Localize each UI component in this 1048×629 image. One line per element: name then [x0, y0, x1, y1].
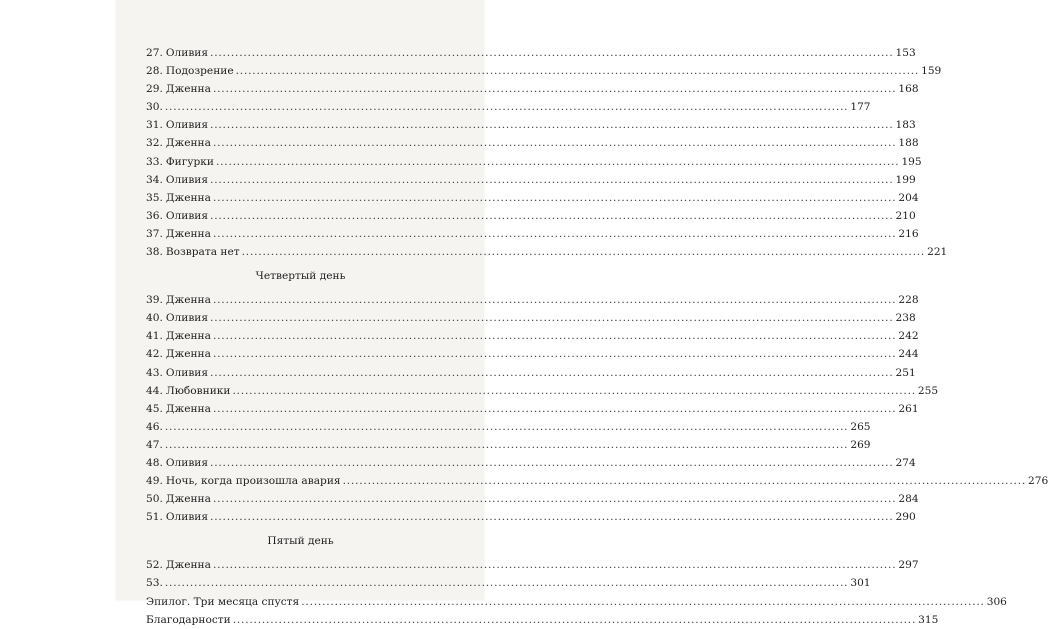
toc-entry: 45. Дженна ..... 261 — [146, 400, 455, 418]
toc-entry: 50. Дженна ..... 284 — [146, 490, 455, 508]
toc-entry: 29. Дженна ..... 168 — [146, 80, 455, 98]
toc-entry: 43. Оливия ..... 251 — [146, 364, 455, 382]
toc-entry: 41. Дженна ..... 242 — [146, 327, 455, 345]
table-of-contents — [146, 44, 1048, 629]
toc-entry: Эпилог. Три месяца спустя ..... 306 — [146, 593, 455, 611]
toc-entry: 36. Оливия ..... 210 — [146, 207, 455, 225]
toc-entry: 28. Подозрение ..... 159 — [146, 62, 455, 80]
section-heading-day-four: Четвертый день — [255, 270, 346, 283]
toc-entry: 27. Оливия ..... 153 — [146, 44, 455, 62]
toc-entry: 32. Дженна ..... 188 — [146, 134, 455, 152]
book-page — [116, 0, 1048, 626]
toc-entry: 48. Оливия ..... 274 — [146, 454, 455, 472]
toc-entry: 37. Дженна ..... 216 — [146, 225, 455, 243]
toc-entry: 38. Возврата нет ..... 221 — [146, 243, 455, 261]
toc-entry: 35. Дженна ..... 204 — [146, 189, 455, 207]
toc-entry: 52. Дженна ..... 297 — [146, 556, 455, 574]
toc-entry: 51. Оливия ..... 290 — [146, 508, 455, 526]
toc-entry: 44. Любовники ..... 255 — [146, 382, 455, 400]
toc-entry: 53. ..... 301 — [146, 574, 455, 592]
toc-entry: 31. Оливия ..... 183 — [146, 116, 455, 134]
toc-entry: 49. Ночь, когда произошла авария ..... 276 — [146, 472, 455, 490]
toc-entry: Благодарности ..... 315 — [146, 611, 455, 629]
toc-entry: 30. ..... 177 — [146, 98, 455, 116]
toc-entry: 39. Дженна ..... 228 — [146, 291, 455, 309]
toc-group-3 — [146, 556, 1007, 628]
toc-entry: 47. ..... 269 — [146, 436, 455, 454]
toc-group-2 — [146, 291, 1048, 526]
toc-entry: 34. Оливия ..... 199 — [146, 171, 455, 189]
toc-entry: 33. Фигурки ..... 195 — [146, 153, 455, 171]
toc-group-1 — [146, 44, 948, 261]
toc-entry: 40. Оливия ..... 238 — [146, 309, 455, 327]
toc-entry: 42. Дженна ..... 244 — [146, 345, 455, 363]
section-heading-day-five: Пятый день — [267, 535, 334, 548]
toc-entry: 46. ..... 265 — [146, 418, 455, 436]
